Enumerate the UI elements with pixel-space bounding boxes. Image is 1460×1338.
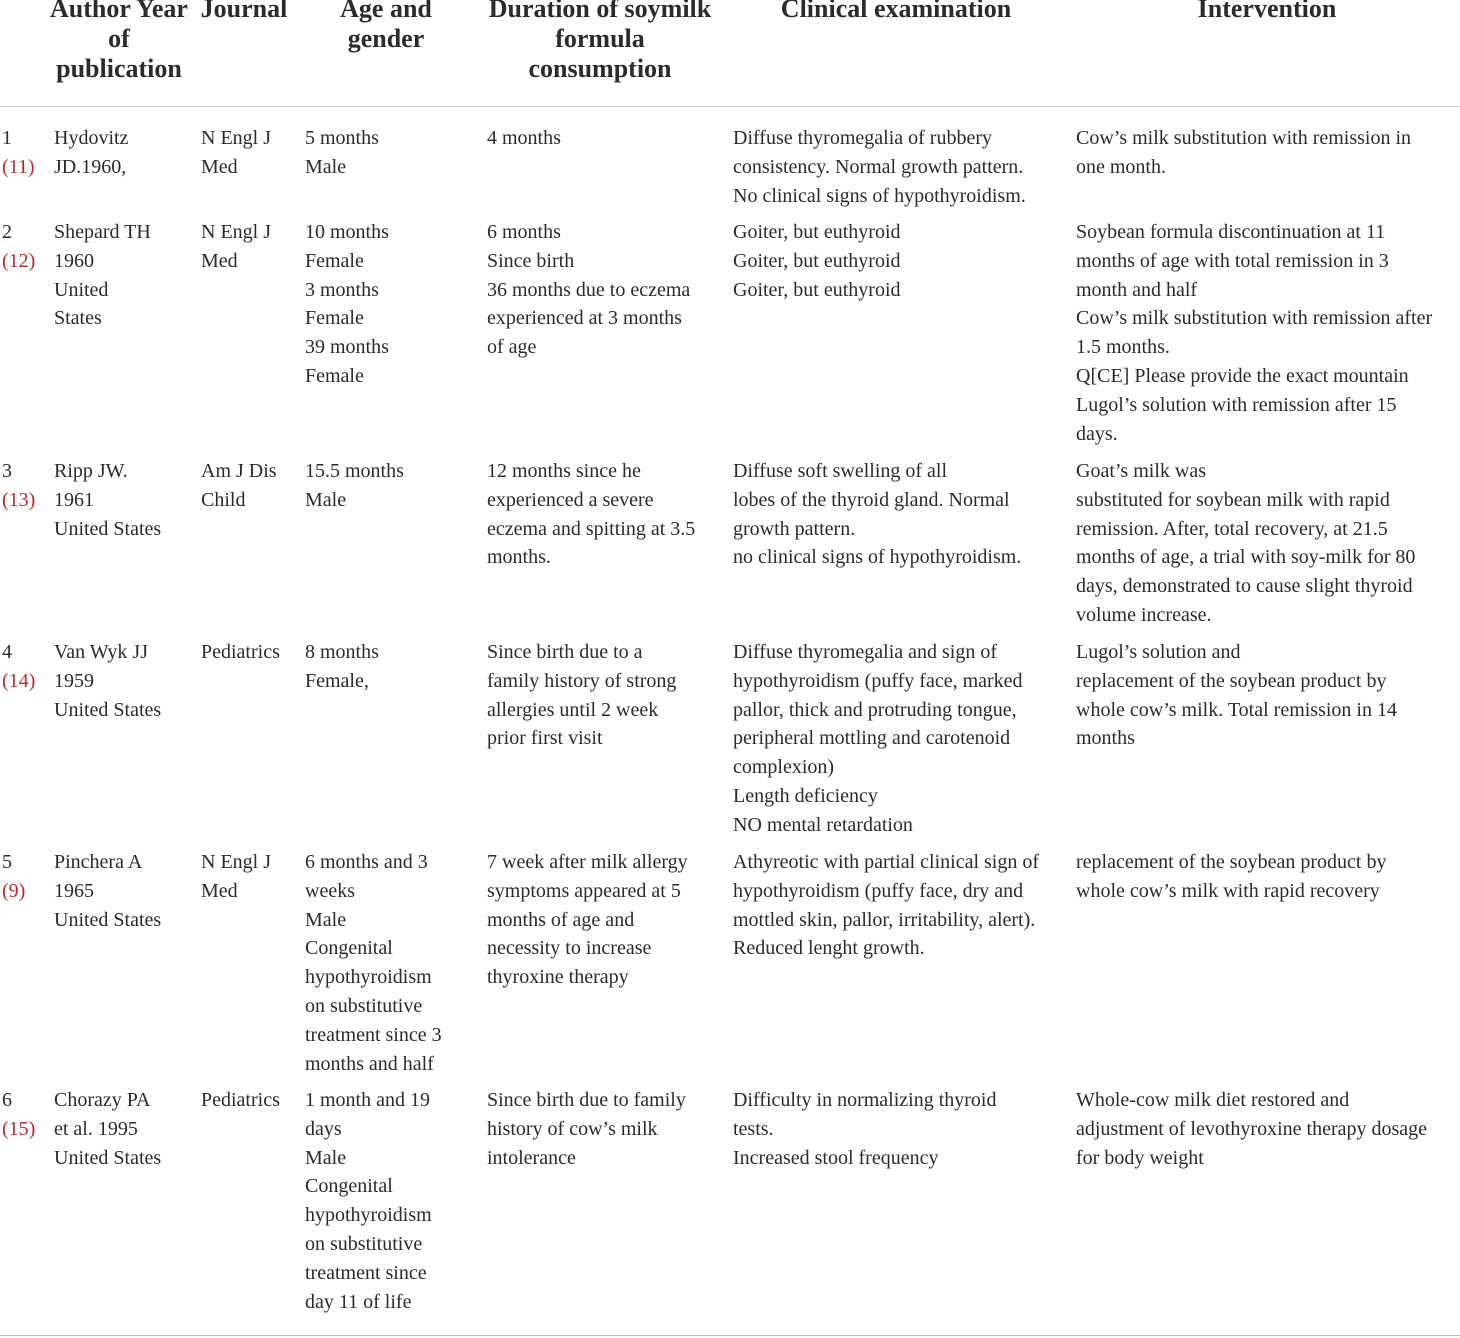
row-number: 1 bbox=[2, 127, 12, 149]
reference-link[interactable]: (9) bbox=[2, 879, 26, 902]
row-number-cell bbox=[2, 1086, 46, 1144]
age-gender-cell: 6 months and 3 weeks Male Congenital hypothyroidism on substitutive treatment since 3 months and half bbox=[305, 851, 442, 1075]
duration-cell: 4 months bbox=[487, 127, 561, 149]
reference-link[interactable]: (15) bbox=[2, 1117, 36, 1140]
intervention-cell: Whole-cow milk diet restored and adjustment of levothyroxine therapy dosage for body weight bbox=[1076, 1089, 1428, 1169]
age-gender-cell: 15.5 months Male bbox=[305, 460, 404, 511]
clinical-cell: Goiter, but euthyroid Goiter, but euthyroid Goiter, but euthyroid bbox=[733, 221, 901, 301]
intervention-cell: Cow’s milk substitution with remission in one month. bbox=[1076, 127, 1412, 178]
row-number: 2 bbox=[2, 221, 12, 243]
header-duration: Duration of soymilk formula consumption bbox=[488, 0, 712, 83]
journal-cell: Pediatrics bbox=[201, 641, 280, 663]
clinical-cell: Difficulty in normalizing thyroid tests. Increased stool frequency bbox=[733, 1089, 997, 1169]
row-number-cell bbox=[2, 124, 46, 182]
row-number-cell bbox=[2, 638, 46, 696]
author-cell: Chorazy PA et al. 1995 United States bbox=[54, 1089, 162, 1169]
duration-cell: 7 week after milk allergy symptoms appeared at 5 months of age and necessity to increase thyroxine therapy bbox=[487, 851, 688, 989]
intervention-cell: replacement of the soybean product by whole cow’s milk with rapid recovery bbox=[1076, 851, 1387, 902]
clinical-cell: Diffuse soft swelling of all lobes of the thyroid gland. Normal growth pattern. no clinical signs of hypothyroidism. bbox=[733, 460, 1022, 569]
header-journal: Journal bbox=[200, 0, 288, 23]
table-bottom-rule bbox=[0, 1335, 1460, 1336]
clinical-cell: Diffuse thyromegalia of rubbery consistency. Normal growth pattern. No clinical signs of hypothyroidism. bbox=[733, 127, 1026, 207]
header-age-gender: Age and gender bbox=[340, 0, 432, 53]
duration-cell: 12 months since he experienced a severe eczema and spitting at 3.5 months. bbox=[487, 460, 696, 569]
age-gender-cell: 10 months Female 3 months Female 39 months Female bbox=[305, 221, 389, 387]
journal-cell: Am J Dis Child bbox=[201, 460, 277, 511]
journal-cell: Pediatrics bbox=[201, 1089, 280, 1111]
row-number: 6 bbox=[2, 1089, 12, 1111]
intervention-cell: Goat’s milk was substituted for soybean milk with rapid remission. After, total recovery, at 21.5 months of age, a trial with soy-milk for 80 days, demonstrated to cause slight thyroid volume increase. bbox=[1076, 460, 1416, 626]
journal-cell: N Engl J Med bbox=[201, 127, 271, 178]
table-header bbox=[0, 0, 1460, 107]
intervention-cell: Soybean formula discontinuation at 11 months of age with total remission in 3 month and half Cow’s milk substitution with remission after 1.5 months. Q[CE] Please provide the exact mountain Lugol’s solution with remission after 15 days. bbox=[1076, 221, 1433, 445]
author-cell: Shepard TH 1960 United States bbox=[54, 221, 151, 330]
age-gender-cell: 5 months Male bbox=[305, 127, 379, 178]
duration-cell: Since birth due to family history of cow’s milk intolerance bbox=[487, 1089, 686, 1169]
header-author: Author Year of publication bbox=[50, 0, 188, 83]
journal-cell: N Engl J Med bbox=[201, 851, 271, 902]
journal-cell: N Engl J Med bbox=[201, 221, 271, 272]
row-number: 3 bbox=[2, 460, 12, 482]
clinical-cell: Diffuse thyromegalia and sign of hypothyroidism (puffy face, marked pallor, thick and protruding tongue, peripheral mottling and carotenoid complexion) Length deficiency NO mental retardation bbox=[733, 641, 1023, 836]
reference-link[interactable]: (11) bbox=[2, 155, 35, 178]
author-cell: Ripp JW. 1961 United States bbox=[54, 460, 162, 540]
header-intervention: Intervention bbox=[1197, 0, 1337, 23]
reference-link[interactable]: (14) bbox=[2, 669, 36, 692]
clinical-cell: Athyreotic with partial clinical sign of hypothyroidism (puffy face, dry and mottled skin, pallor, irritability, alert). Reduced lenght growth. bbox=[733, 851, 1040, 960]
row-number: 5 bbox=[2, 851, 12, 873]
row-number-cell bbox=[2, 218, 46, 276]
row-number-cell bbox=[2, 848, 46, 906]
row-number-cell bbox=[2, 457, 46, 515]
age-gender-cell: 1 month and 19 days Male Congenital hypothyroidism on substitutive treatment since day 11 of life bbox=[305, 1089, 432, 1313]
reference-link[interactable]: (12) bbox=[2, 249, 36, 272]
age-gender-cell: 8 months Female, bbox=[305, 641, 379, 692]
author-cell: Van Wyk JJ 1959 United States bbox=[54, 641, 162, 721]
reference-link[interactable]: (13) bbox=[2, 488, 36, 511]
header-clinical-examination: Clinical examination bbox=[780, 0, 1012, 23]
duration-cell: 6 months Since birth 36 months due to eczema experienced at 3 months of age bbox=[487, 221, 691, 359]
duration-cell: Since birth due to a family history of strong allergies until 2 week prior first visit bbox=[487, 641, 677, 750]
author-cell: Pinchera A 1965 United States bbox=[54, 851, 162, 931]
row-number: 4 bbox=[2, 641, 12, 663]
author-cell: Hydovitz JD.1960, bbox=[54, 127, 129, 178]
intervention-cell: Lugol’s solution and replacement of the soybean product by whole cow’s milk. Total remission in 14 months bbox=[1076, 641, 1397, 750]
